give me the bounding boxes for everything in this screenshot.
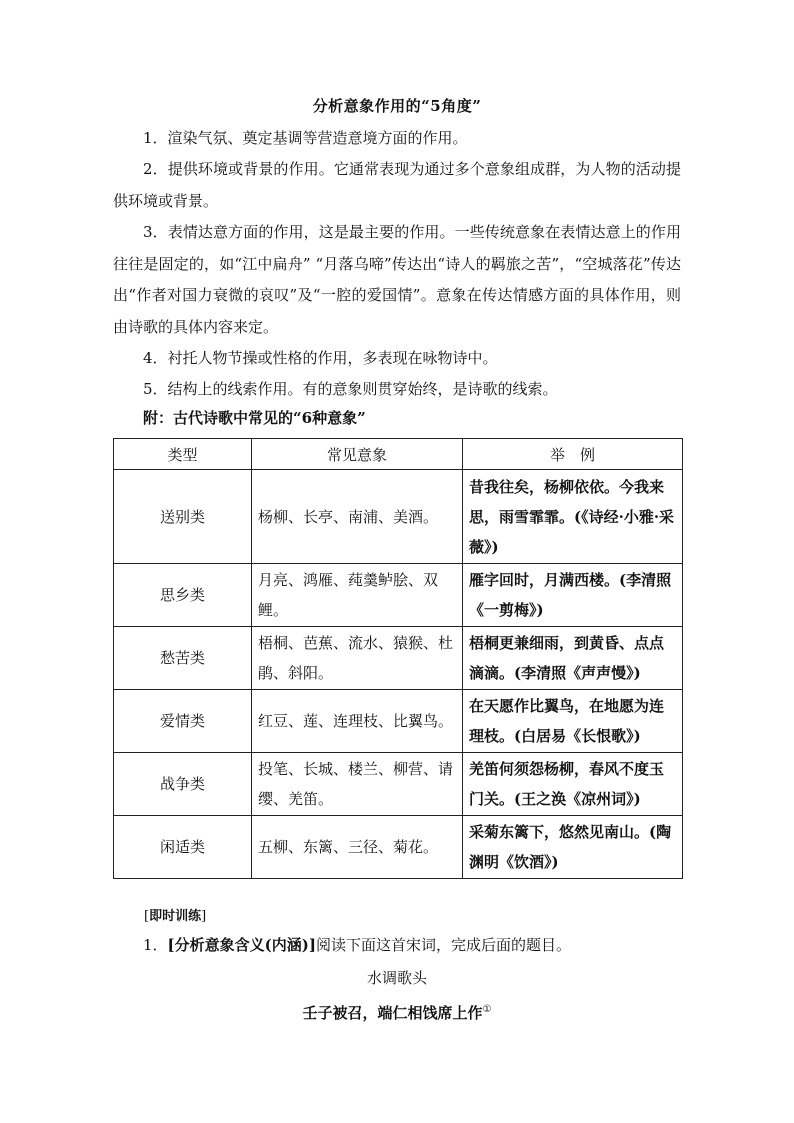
question-bracket: [分析意象含义(内涵)] — [167, 936, 316, 954]
question-text: 阅读下面这首宋词，完成后面的题目。 — [315, 936, 571, 954]
table-header-row — [114, 439, 683, 470]
poem-subtitle-line — [0, 996, 794, 1027]
cell-example: 采菊东篱下，悠然见南山。(陶渊明《饮酒》) — [463, 816, 683, 879]
cell-type: 愁苦类 — [114, 627, 252, 690]
footnote-mark: ① — [482, 1004, 492, 1015]
cell-example: 昔我往矣，杨柳依依。今我来思，雨雪霏霏。(《诗经·小雅·采薇》) — [463, 470, 683, 564]
cell-type: 爱情类 — [114, 690, 252, 753]
question-1 — [143, 929, 571, 961]
question-number: 1． — [143, 936, 168, 954]
cell-images: 月亮、鸿雁、莼羹鲈脍、双鲤。 — [252, 564, 463, 627]
cell-images: 投笔、长城、楼兰、柳营、请缨、羌笛。 — [252, 753, 463, 816]
cell-example: 羌笛何须怨杨柳，春风不度玉门关。(王之涣《凉州词》) — [463, 753, 683, 816]
point-1: 1．渲染气氛、奠定基调等营造意境方面的作用。 — [143, 129, 468, 147]
table-row — [114, 627, 683, 690]
cell-images: 杨柳、长亭、南浦、美酒。 — [252, 470, 463, 564]
table-row — [114, 753, 683, 816]
header-images: 常见意象 — [252, 439, 463, 470]
table-row — [114, 564, 683, 627]
cell-type: 送别类 — [114, 470, 252, 564]
cell-example: 在天愿作比翼鸟，在地愿为连理枝。(白居易《长恨歌》) — [463, 690, 683, 753]
header-example: 举 例 — [463, 439, 683, 470]
poem-subtitle: 壬子被召，端仁相饯席上作 — [302, 1004, 483, 1022]
cell-images: 梧桐、芭蕉、流水、猿猴、杜鹃、斜阳。 — [252, 627, 463, 690]
point-3: 3．表情达意方面的作用，这是最主要的作用。一些传统意象在表情达意上的作用往往是固定的，如“江中扁舟” “月落乌啼”传达出“诗人的羁旅之苦”，“空城落花”传达出“作者对国力衰微的哀叹”及“一腔的爱国情”。意象在传达情感方面的具体作用，则由诗歌的具体内容来定。 — [113, 223, 681, 336]
point-2: 2．提供环境或背景的作用。它通常表现为通过多个意象组成群，为人物的活动提供环境或背景。 — [113, 160, 681, 210]
cell-type: 思乡类 — [114, 564, 252, 627]
table-row — [114, 816, 683, 879]
cell-images: 红豆、莲、连理枝、比翼鸟。 — [252, 690, 463, 753]
cell-example: 雁字回时，月满西楼。(李清照《一剪梅》) — [463, 564, 683, 627]
table-row — [114, 470, 683, 564]
cell-example: 梧桐更兼细雨，到黄昏、点点滴滴。(李清照《声声慢》) — [463, 627, 683, 690]
training-tag-label: 即时训练 — [149, 909, 202, 924]
cell-images: 五柳、东篱、三径、菊花。 — [252, 816, 463, 879]
point-5: 5．结构上的线索作用。有的意象则贯穿始终，是诗歌的线索。 — [143, 380, 558, 398]
imagery-table — [113, 438, 683, 879]
header-type: 类型 — [114, 439, 252, 470]
cell-type: 闲适类 — [114, 816, 252, 879]
appendix-title: 附：古代诗歌中常见的“6种意象” — [143, 409, 366, 427]
training-tag: [即时训练] — [144, 909, 207, 924]
table-row — [114, 690, 683, 753]
section-title: 分析意象作用的“5角度” — [312, 97, 482, 115]
cell-type: 战争类 — [114, 753, 252, 816]
point-4: 4．衬托人物节操或性格的作用，多表现在咏物诗中。 — [143, 349, 498, 367]
poem-title: 水调歌头 — [366, 969, 427, 987]
